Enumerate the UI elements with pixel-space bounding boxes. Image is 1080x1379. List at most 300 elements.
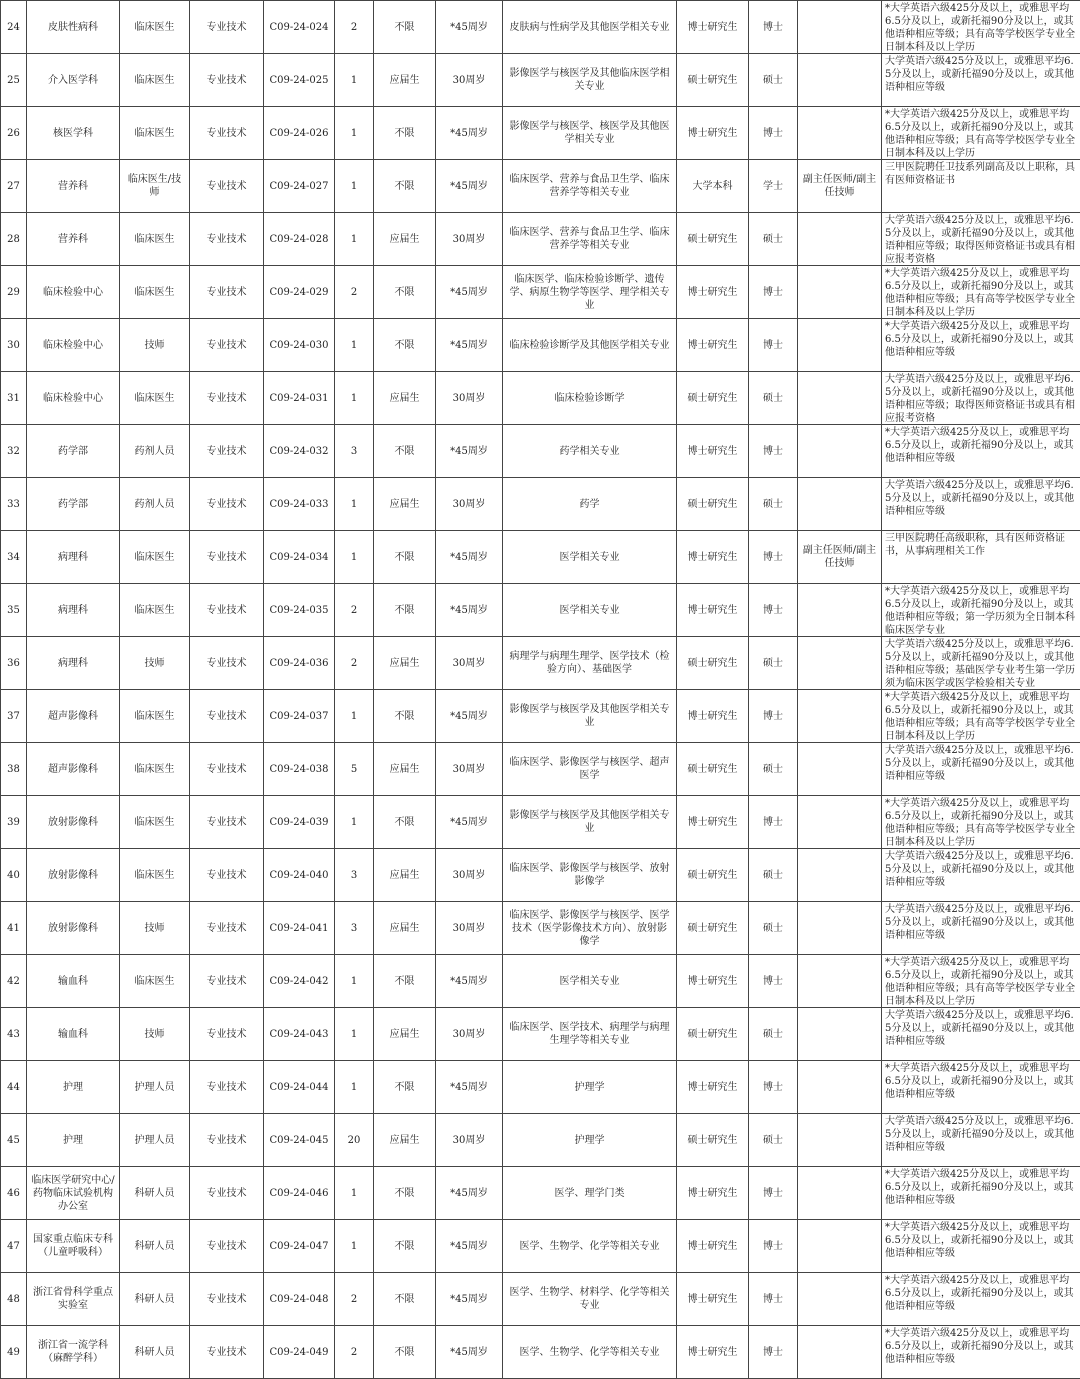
- other-requirements-cell: [882, 54, 1080, 107]
- applicant-source-cell: 不限: [374, 1061, 436, 1114]
- post-category-cell: 专业技术: [190, 902, 264, 955]
- headcount-cell: 1: [335, 54, 374, 107]
- applicant-source-cell: 应届生: [374, 1114, 436, 1167]
- age-limit-cell: 30周岁: [436, 849, 503, 902]
- degree-cell: 硕士: [749, 1008, 798, 1061]
- other-requirements-text: 大学英语六级425分及以上，或雅思平均6.5分及以上，或新托福90分及以上，或其他语种相应等级: [885, 744, 1077, 795]
- headcount-cell: 3: [335, 425, 374, 478]
- age-limit-cell: *45周岁: [436, 319, 503, 372]
- row-number-cell: 44: [1, 1061, 27, 1114]
- post-category-cell: 专业技术: [190, 743, 264, 796]
- post-name-cell: 护理人员: [120, 1061, 190, 1114]
- department-cell: 超声影像科: [27, 690, 120, 743]
- post-name-cell: 临床医生: [120, 54, 190, 107]
- age-limit-cell: 30周岁: [436, 1008, 503, 1061]
- other-requirements-cell: [882, 1167, 1080, 1220]
- major-requirement-cell: 临床医学、营养与食品卫生学、临床营养学等相关专业: [503, 213, 677, 266]
- row-number-cell: 25: [1, 54, 27, 107]
- age-limit-cell: *45周岁: [436, 531, 503, 584]
- title-requirement-cell: [798, 425, 882, 478]
- applicant-source-cell: 应届生: [374, 478, 436, 531]
- post-code-cell: C09-24-029: [264, 266, 335, 319]
- headcount-cell: 2: [335, 584, 374, 637]
- education-cell: 博士研究生: [677, 1061, 749, 1114]
- other-requirements-text: *大学英语六级425分及以上，或雅思平均6.5分及以上，或新托福90分及以上，或其他语种相应等级；具有高等学校医学专业全日制本科及以上学历: [885, 2, 1077, 53]
- title-requirement-cell: [798, 743, 882, 796]
- post-name-cell: 临床医生: [120, 849, 190, 902]
- post-category-cell: 专业技术: [190, 584, 264, 637]
- degree-cell: 博士: [749, 107, 798, 160]
- major-requirement-cell: 临床医学、医学技术、病理学与病理生理学等相关专业: [503, 1008, 677, 1061]
- degree-cell: 硕士: [749, 213, 798, 266]
- row-number-cell: 43: [1, 1008, 27, 1061]
- other-requirements-cell: [882, 266, 1080, 319]
- title-requirement-cell: [798, 478, 882, 531]
- table-row: [1, 1167, 1080, 1220]
- applicant-source-cell: 不限: [374, 266, 436, 319]
- headcount-cell: 1: [335, 372, 374, 425]
- applicant-source-cell: 不限: [374, 319, 436, 372]
- post-category-cell: 专业技术: [190, 1273, 264, 1326]
- row-number-cell: 29: [1, 266, 27, 319]
- table-row: [1, 107, 1080, 160]
- title-requirement-cell: [798, 584, 882, 637]
- table-row: [1, 637, 1080, 690]
- degree-cell: 硕士: [749, 743, 798, 796]
- post-code-cell: C09-24-045: [264, 1114, 335, 1167]
- department-cell: 营养科: [27, 160, 120, 213]
- other-requirements-cell: [882, 1114, 1080, 1167]
- other-requirements-text: *大学英语六级425分及以上，或雅思平均6.5分及以上，或新托福90分及以上，或其他语种相应等级；具有高等学校医学专业全日制本科及以上学历: [885, 797, 1077, 848]
- other-requirements-cell: [882, 1061, 1080, 1114]
- title-requirement-cell: [798, 796, 882, 849]
- post-category-cell: 专业技术: [190, 54, 264, 107]
- department-cell: 输血科: [27, 1008, 120, 1061]
- table-row: [1, 1220, 1080, 1273]
- education-cell: 硕士研究生: [677, 743, 749, 796]
- department-cell: 临床检验中心: [27, 372, 120, 425]
- row-number-cell: 41: [1, 902, 27, 955]
- post-code-cell: C09-24-026: [264, 107, 335, 160]
- post-code-cell: C09-24-028: [264, 213, 335, 266]
- other-requirements-text: *大学英语六级425分及以上，或雅思平均6.5分及以上，或新托福90分及以上，或其他语种相应等级；具有高等学校医学专业全日制本科及以上学历: [885, 108, 1077, 159]
- table-row: [1, 213, 1080, 266]
- row-number-cell: 27: [1, 160, 27, 213]
- other-requirements-text: *大学英语六级425分及以上，或雅思平均6.5分及以上，或新托福90分及以上，或其他语种相应等级: [885, 1327, 1077, 1378]
- headcount-cell: 1: [335, 319, 374, 372]
- post-name-cell: 临床医生: [120, 584, 190, 637]
- major-requirement-cell: 影像医学与核医学及其他医学相关专业: [503, 690, 677, 743]
- title-requirement-cell: [798, 266, 882, 319]
- headcount-cell: 2: [335, 266, 374, 319]
- post-code-cell: C09-24-049: [264, 1326, 335, 1379]
- age-limit-cell: *45周岁: [436, 796, 503, 849]
- post-category-cell: 专业技术: [190, 425, 264, 478]
- table-row: [1, 1008, 1080, 1061]
- degree-cell: 硕士: [749, 637, 798, 690]
- department-cell: 临床检验中心: [27, 319, 120, 372]
- post-code-cell: C09-24-031: [264, 372, 335, 425]
- applicant-source-cell: 应届生: [374, 902, 436, 955]
- headcount-cell: 1: [335, 1008, 374, 1061]
- major-requirement-cell: 临床医学、临床检验诊断学、遗传学、病原生物学等医学、理学相关专业: [503, 266, 677, 319]
- post-code-cell: C09-24-042: [264, 955, 335, 1008]
- post-name-cell: 临床医生: [120, 796, 190, 849]
- headcount-cell: 2: [335, 1326, 374, 1379]
- major-requirement-cell: 药学: [503, 478, 677, 531]
- department-cell: 临床医学研究中心/药物临床试验机构办公室: [27, 1167, 120, 1220]
- other-requirements-text: *大学英语六级425分及以上，或雅思平均6.5分及以上，或新托福90分及以上，或其他语种相应等级；具有高等学校医学专业全日制本科及以上学历: [885, 691, 1077, 742]
- other-requirements-cell: [882, 584, 1080, 637]
- row-number-cell: 28: [1, 213, 27, 266]
- headcount-cell: 1: [335, 1061, 374, 1114]
- age-limit-cell: 30周岁: [436, 743, 503, 796]
- age-limit-cell: *45周岁: [436, 107, 503, 160]
- table-row: [1, 1326, 1080, 1379]
- education-cell: 硕士研究生: [677, 213, 749, 266]
- education-cell: 博士研究生: [677, 1167, 749, 1220]
- age-limit-cell: *45周岁: [436, 584, 503, 637]
- table-row: [1, 584, 1080, 637]
- department-cell: 浙江省骨科学重点实验室: [27, 1273, 120, 1326]
- education-cell: 硕士研究生: [677, 54, 749, 107]
- major-requirement-cell: 临床检验诊断学: [503, 372, 677, 425]
- degree-cell: 硕士: [749, 902, 798, 955]
- headcount-cell: 1: [335, 1220, 374, 1273]
- row-number-cell: 36: [1, 637, 27, 690]
- post-category-cell: 专业技术: [190, 266, 264, 319]
- other-requirements-text: 大学英语六级425分及以上，或雅思平均6.5分及以上，或新托福90分及以上，或其他语种相应等级: [885, 850, 1077, 901]
- major-requirement-cell: 医学、生物学、材料学、化学等相关专业: [503, 1273, 677, 1326]
- other-requirements-cell: [882, 796, 1080, 849]
- table-row: [1, 1061, 1080, 1114]
- post-name-cell: 科研人员: [120, 1167, 190, 1220]
- other-requirements-text: *大学英语六级425分及以上，或雅思平均6.5分及以上，或新托福90分及以上，或其他语种相应等级；具有高等学校医学专业全日制本科及以上学历: [885, 956, 1077, 1007]
- applicant-source-cell: 不限: [374, 160, 436, 213]
- applicant-source-cell: 应届生: [374, 743, 436, 796]
- headcount-cell: 2: [335, 1273, 374, 1326]
- age-limit-cell: 30周岁: [436, 54, 503, 107]
- major-requirement-cell: 医学、理学门类: [503, 1167, 677, 1220]
- applicant-source-cell: 不限: [374, 531, 436, 584]
- other-requirements-text: 大学英语六级425分及以上，或雅思平均6.5分及以上，或新托福90分及以上，或其他语种相应等级: [885, 55, 1077, 106]
- post-category-cell: 专业技术: [190, 690, 264, 743]
- department-cell: 病理科: [27, 531, 120, 584]
- age-limit-cell: *45周岁: [436, 266, 503, 319]
- title-requirement-cell: [798, 54, 882, 107]
- headcount-cell: 1: [335, 107, 374, 160]
- degree-cell: 博士: [749, 1167, 798, 1220]
- education-cell: 博士研究生: [677, 955, 749, 1008]
- age-limit-cell: 30周岁: [436, 1114, 503, 1167]
- applicant-source-cell: 不限: [374, 425, 436, 478]
- department-cell: 临床检验中心: [27, 266, 120, 319]
- applicant-source-cell: 不限: [374, 690, 436, 743]
- table-row: [1, 849, 1080, 902]
- age-limit-cell: *45周岁: [436, 690, 503, 743]
- row-number-cell: 31: [1, 372, 27, 425]
- post-name-cell: 临床医生: [120, 743, 190, 796]
- other-requirements-text: *大学英语六级425分及以上，或雅思平均6.5分及以上，或新托福90分及以上，或其他语种相应等级: [885, 320, 1077, 371]
- other-requirements-cell: [882, 902, 1080, 955]
- other-requirements-text: *大学英语六级425分及以上，或雅思平均6.5分及以上，或新托福90分及以上，或其他语种相应等级: [885, 1221, 1077, 1272]
- post-category-cell: 专业技术: [190, 849, 264, 902]
- other-requirements-cell: [882, 690, 1080, 743]
- post-name-cell: 临床医生/技师: [120, 160, 190, 213]
- degree-cell: 硕士: [749, 372, 798, 425]
- table-row: [1, 54, 1080, 107]
- education-cell: 博士研究生: [677, 319, 749, 372]
- major-requirement-cell: 护理学: [503, 1061, 677, 1114]
- row-number-cell: 34: [1, 531, 27, 584]
- title-requirement-cell: [798, 1, 882, 54]
- degree-cell: 博士: [749, 1273, 798, 1326]
- department-cell: 浙江省一流学科（麻醉学科）: [27, 1326, 120, 1379]
- post-code-cell: C09-24-024: [264, 1, 335, 54]
- applicant-source-cell: 应届生: [374, 54, 436, 107]
- post-category-cell: 专业技术: [190, 372, 264, 425]
- other-requirements-text: 三甲医院聘任高级职称，具有医师资格证书，从事病理相关工作: [885, 532, 1077, 583]
- title-requirement-cell: [798, 1061, 882, 1114]
- education-cell: 博士研究生: [677, 266, 749, 319]
- other-requirements-cell: [882, 160, 1080, 213]
- major-requirement-cell: 临床医学、营养与食品卫生学、临床营养学等相关专业: [503, 160, 677, 213]
- post-code-cell: C09-24-039: [264, 796, 335, 849]
- department-cell: 国家重点临床专科（儿童呼吸科）: [27, 1220, 120, 1273]
- education-cell: 博士研究生: [677, 107, 749, 160]
- post-category-cell: 专业技术: [190, 1167, 264, 1220]
- title-requirement-cell: [798, 319, 882, 372]
- headcount-cell: 3: [335, 902, 374, 955]
- table-body: [1, 1, 1080, 1379]
- age-limit-cell: *45周岁: [436, 1167, 503, 1220]
- title-requirement-cell: 副主任医师/副主任技师: [798, 160, 882, 213]
- headcount-cell: 1: [335, 955, 374, 1008]
- major-requirement-cell: 医学、生物学、化学等相关专业: [503, 1326, 677, 1379]
- major-requirement-cell: 临床医学、影像医学与核医学、医学技术（医学影像技术方向）、放射影像学: [503, 902, 677, 955]
- other-requirements-cell: [882, 107, 1080, 160]
- title-requirement-cell: [798, 1114, 882, 1167]
- major-requirement-cell: 病理学与病理生理学、医学技术（检验方向）、基础医学: [503, 637, 677, 690]
- applicant-source-cell: 不限: [374, 1326, 436, 1379]
- education-cell: 博士研究生: [677, 1326, 749, 1379]
- post-name-cell: 技师: [120, 319, 190, 372]
- post-name-cell: 临床医生: [120, 531, 190, 584]
- post-category-cell: 专业技术: [190, 213, 264, 266]
- post-name-cell: 临床医生: [120, 372, 190, 425]
- row-number-cell: 39: [1, 796, 27, 849]
- department-cell: 护理: [27, 1114, 120, 1167]
- table-row: [1, 955, 1080, 1008]
- major-requirement-cell: 护理学: [503, 1114, 677, 1167]
- post-code-cell: C09-24-027: [264, 160, 335, 213]
- post-category-cell: 专业技术: [190, 796, 264, 849]
- major-requirement-cell: 皮肤病与性病学及其他医学相关专业: [503, 1, 677, 54]
- table-row: [1, 425, 1080, 478]
- other-requirements-text: *大学英语六级425分及以上，或雅思平均6.5分及以上，或新托福90分及以上，或其他语种相应等级: [885, 426, 1077, 477]
- applicant-source-cell: 不限: [374, 584, 436, 637]
- applicant-source-cell: 不限: [374, 1167, 436, 1220]
- post-code-cell: C09-24-046: [264, 1167, 335, 1220]
- post-name-cell: 临床医生: [120, 955, 190, 1008]
- education-cell: 博士研究生: [677, 690, 749, 743]
- table-row: [1, 531, 1080, 584]
- age-limit-cell: *45周岁: [436, 425, 503, 478]
- other-requirements-cell: [882, 743, 1080, 796]
- post-code-cell: C09-24-040: [264, 849, 335, 902]
- table-row: [1, 1114, 1080, 1167]
- degree-cell: 博士: [749, 690, 798, 743]
- department-cell: 输血科: [27, 955, 120, 1008]
- education-cell: 硕士研究生: [677, 1114, 749, 1167]
- other-requirements-text: *大学英语六级425分及以上，或雅思平均6.5分及以上，或新托福90分及以上，或其他语种相应等级；具有高等学校医学专业全日制本科及以上学历: [885, 267, 1077, 318]
- applicant-source-cell: 应届生: [374, 1008, 436, 1061]
- other-requirements-cell: [882, 531, 1080, 584]
- headcount-cell: 2: [335, 1, 374, 54]
- major-requirement-cell: 临床检验诊断学及其他医学相关专业: [503, 319, 677, 372]
- degree-cell: 学士: [749, 160, 798, 213]
- other-requirements-text: *大学英语六级425分及以上，或雅思平均6.5分及以上，或新托福90分及以上，或其他语种相应等级: [885, 1062, 1077, 1113]
- degree-cell: 博士: [749, 584, 798, 637]
- title-requirement-cell: [798, 637, 882, 690]
- other-requirements-text: 大学英语六级425分及以上，或雅思平均6.5分及以上，或新托福90分及以上，或其他语种相应等级；取得医师资格证书或具有相应报考资格: [885, 373, 1077, 424]
- age-limit-cell: *45周岁: [436, 1220, 503, 1273]
- post-category-cell: 专业技术: [190, 531, 264, 584]
- row-number-cell: 30: [1, 319, 27, 372]
- post-code-cell: C09-24-035: [264, 584, 335, 637]
- headcount-cell: 3: [335, 849, 374, 902]
- department-cell: 皮肤性病科: [27, 1, 120, 54]
- major-requirement-cell: 影像医学与核医学、核医学及其他医学相关专业: [503, 107, 677, 160]
- post-code-cell: C09-24-038: [264, 743, 335, 796]
- age-limit-cell: 30周岁: [436, 637, 503, 690]
- post-category-cell: 专业技术: [190, 1, 264, 54]
- title-requirement-cell: [798, 1273, 882, 1326]
- post-category-cell: 专业技术: [190, 955, 264, 1008]
- table-row: [1, 266, 1080, 319]
- post-name-cell: 临床医生: [120, 690, 190, 743]
- post-name-cell: 技师: [120, 1008, 190, 1061]
- other-requirements-text: 大学英语六级425分及以上，或雅思平均6.5分及以上，或新托福90分及以上，或其他语种相应等级: [885, 1115, 1077, 1166]
- post-name-cell: 药剂人员: [120, 478, 190, 531]
- row-number-cell: 38: [1, 743, 27, 796]
- major-requirement-cell: 临床医学、影像医学与核医学、放射影像学: [503, 849, 677, 902]
- major-requirement-cell: 医学、生物学、化学等相关专业: [503, 1220, 677, 1273]
- post-code-cell: C09-24-033: [264, 478, 335, 531]
- education-cell: 硕士研究生: [677, 637, 749, 690]
- age-limit-cell: *45周岁: [436, 1273, 503, 1326]
- other-requirements-cell: [882, 319, 1080, 372]
- education-cell: 博士研究生: [677, 796, 749, 849]
- other-requirements-cell: [882, 1326, 1080, 1379]
- department-cell: 病理科: [27, 584, 120, 637]
- row-number-cell: 45: [1, 1114, 27, 1167]
- post-category-cell: 专业技术: [190, 160, 264, 213]
- post-code-cell: C09-24-025: [264, 54, 335, 107]
- other-requirements-text: 大学英语六级425分及以上，或雅思平均6.5分及以上，或新托福90分及以上，或其他语种相应等级: [885, 903, 1077, 954]
- post-category-cell: 专业技术: [190, 107, 264, 160]
- applicant-source-cell: 应届生: [374, 849, 436, 902]
- row-number-cell: 40: [1, 849, 27, 902]
- applicant-source-cell: 不限: [374, 1, 436, 54]
- title-requirement-cell: [798, 213, 882, 266]
- degree-cell: 硕士: [749, 54, 798, 107]
- post-category-cell: 专业技术: [190, 1326, 264, 1379]
- title-requirement-cell: [798, 902, 882, 955]
- other-requirements-cell: [882, 425, 1080, 478]
- degree-cell: 博士: [749, 955, 798, 1008]
- other-requirements-cell: [882, 955, 1080, 1008]
- degree-cell: 博士: [749, 1, 798, 54]
- other-requirements-cell: [882, 1008, 1080, 1061]
- department-cell: 放射影像科: [27, 796, 120, 849]
- post-code-cell: C09-24-034: [264, 531, 335, 584]
- applicant-source-cell: 不限: [374, 1273, 436, 1326]
- post-code-cell: C09-24-036: [264, 637, 335, 690]
- major-requirement-cell: 药学相关专业: [503, 425, 677, 478]
- headcount-cell: 1: [335, 478, 374, 531]
- other-requirements-text: 大学英语六级425分及以上，或雅思平均6.5分及以上，或新托福90分及以上，或其他语种相应等级: [885, 1009, 1077, 1060]
- age-limit-cell: 30周岁: [436, 902, 503, 955]
- table-row: [1, 160, 1080, 213]
- other-requirements-cell: [882, 637, 1080, 690]
- other-requirements-cell: [882, 478, 1080, 531]
- post-name-cell: 临床医生: [120, 107, 190, 160]
- degree-cell: 硕士: [749, 849, 798, 902]
- headcount-cell: 1: [335, 690, 374, 743]
- education-cell: 硕士研究生: [677, 1008, 749, 1061]
- row-number-cell: 35: [1, 584, 27, 637]
- other-requirements-cell: [882, 849, 1080, 902]
- applicant-source-cell: 不限: [374, 796, 436, 849]
- headcount-cell: 1: [335, 531, 374, 584]
- applicant-source-cell: 应届生: [374, 637, 436, 690]
- table-row: [1, 1, 1080, 54]
- applicant-source-cell: 不限: [374, 955, 436, 1008]
- row-number-cell: 32: [1, 425, 27, 478]
- major-requirement-cell: 影像医学与核医学及其他医学相关专业: [503, 796, 677, 849]
- table-row: [1, 372, 1080, 425]
- major-requirement-cell: 医学相关专业: [503, 531, 677, 584]
- department-cell: 介入医学科: [27, 54, 120, 107]
- headcount-cell: 1: [335, 160, 374, 213]
- education-cell: 博士研究生: [677, 425, 749, 478]
- applicant-source-cell: 应届生: [374, 372, 436, 425]
- headcount-cell: 2: [335, 637, 374, 690]
- degree-cell: 博士: [749, 531, 798, 584]
- row-number-cell: 37: [1, 690, 27, 743]
- post-code-cell: C09-24-044: [264, 1061, 335, 1114]
- post-code-cell: C09-24-048: [264, 1273, 335, 1326]
- post-code-cell: C09-24-037: [264, 690, 335, 743]
- education-cell: 博士研究生: [677, 1273, 749, 1326]
- education-cell: 硕士研究生: [677, 478, 749, 531]
- post-code-cell: C09-24-030: [264, 319, 335, 372]
- other-requirements-cell: [882, 1220, 1080, 1273]
- other-requirements-text: *大学英语六级425分及以上，或雅思平均6.5分及以上，或新托福90分及以上，或其他语种相应等级；第一学历须为全日制本科临床医学专业: [885, 585, 1077, 636]
- post-name-cell: 科研人员: [120, 1220, 190, 1273]
- other-requirements-text: 大学英语六级425分及以上，或雅思平均6.5分及以上，或新托福90分及以上，或其他语种相应等级；取得医师资格证书或具有相应报考资格: [885, 214, 1077, 265]
- post-category-cell: 专业技术: [190, 1061, 264, 1114]
- department-cell: 放射影像科: [27, 902, 120, 955]
- post-category-cell: 专业技术: [190, 1114, 264, 1167]
- row-number-cell: 49: [1, 1326, 27, 1379]
- education-cell: 硕士研究生: [677, 849, 749, 902]
- headcount-cell: 20: [335, 1114, 374, 1167]
- post-name-cell: 临床医生: [120, 266, 190, 319]
- other-requirements-cell: [882, 213, 1080, 266]
- education-cell: 大学本科: [677, 160, 749, 213]
